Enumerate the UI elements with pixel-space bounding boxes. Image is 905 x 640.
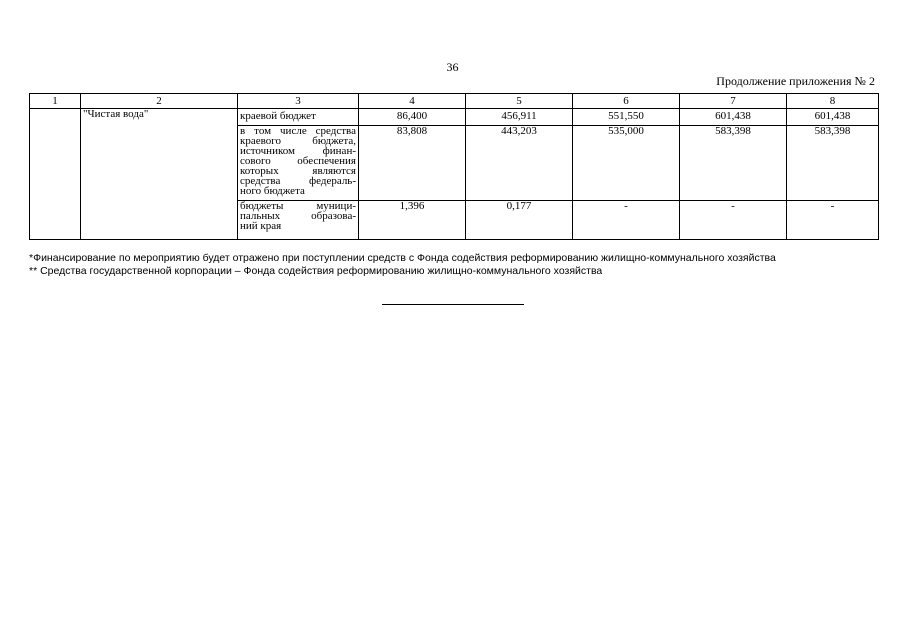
footnote: *Финансирование по мероприятию будет отражено при поступлении средств с Фонда содействия реформированию жилищно-коммунального хозяйства [29,252,776,264]
source-line: бюджеты муници- [240,200,356,212]
empty-cell [30,109,81,240]
value-cell: - [573,201,680,240]
value-cell: 583,398 [680,126,787,201]
program-name: "Чистая вода" [81,109,238,240]
source-line: ний края [240,220,282,232]
source-line: которых являются [240,165,356,177]
header-cell: 4 [359,94,466,109]
source-line: сового обеспечения [240,155,356,167]
source-line: ного бюджета [240,185,305,197]
page-number: 36 [446,60,459,74]
value-cell: 601,438 [787,109,879,126]
header-cell: 8 [787,94,879,109]
header-cell: 7 [680,94,787,109]
header-row [30,94,879,109]
value-cell: - [680,201,787,240]
value-cell: 583,398 [787,126,879,201]
source-line: источником финан- [240,145,356,157]
source-line: средства федераль- [240,175,356,187]
funding-source: краевой бюджет [238,109,359,126]
value-cell: 443,203 [466,126,573,201]
header-cell: 1 [30,94,81,109]
header-cell: 6 [573,94,680,109]
footnotes [29,252,776,278]
value-cell: 551,550 [573,109,680,126]
footnote: ** Средства государственной корпорации – Фонда содействия реформированию жилищно-коммунального хозяйства [29,265,603,277]
budget-table [29,93,879,240]
continuation-label: Продолжение приложения № 2 [716,74,875,88]
value-cell: 535,000 [573,126,680,201]
value-cell: 83,808 [359,126,466,201]
funding-source [238,201,359,240]
value-cell: - [787,201,879,240]
value-cell: 601,438 [680,109,787,126]
source-line: пальных образова- [240,210,356,222]
value-cell: 86,400 [359,109,466,126]
source-line: в том числе средства [240,125,356,137]
header-cell: 5 [466,94,573,109]
table-row [30,109,879,126]
header-cell: 3 [238,94,359,109]
header-cell: 2 [81,94,238,109]
source-line: краевого бюджета, [240,135,356,147]
value-cell: 0,177 [466,201,573,240]
value-cell: 1,396 [359,201,466,240]
divider-line [382,304,524,305]
funding-source [238,126,359,201]
value-cell: 456,911 [466,109,573,126]
